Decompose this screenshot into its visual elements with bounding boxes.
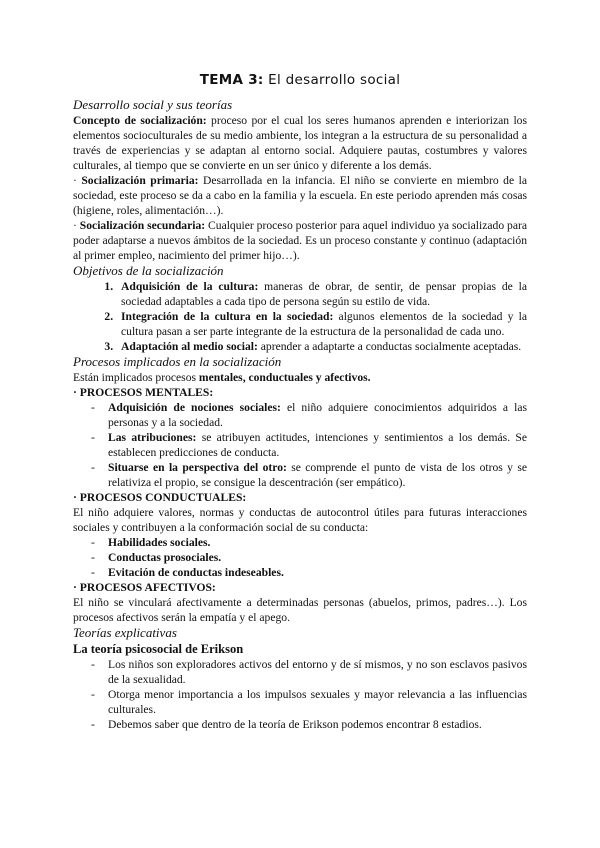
section-heading-objetivos: Objetivos de la socialización <box>73 263 224 278</box>
mental-text: el niño adquiere conocimientos adquiridos a las personas y a la sociedad. <box>108 401 527 429</box>
list-item: - Debemos saber que dentro de la teoría de Erikson podemos encontrar 8 estadios. <box>91 717 527 732</box>
secundaria-text: Cualquier proceso posterior para aquel individuo ya socializado para poder adaptarse a nuevos ámbitos de la sociedad. Es un proceso constante y continuo (adaptación al primer empleo, nacimiento del primer hijo…). <box>73 219 527 262</box>
section-heading-procesos: Procesos implicados en la socialización <box>73 354 282 369</box>
procesos-intro-text: Están implicados procesos <box>73 371 199 384</box>
list-item <box>91 460 527 490</box>
list-item <box>91 400 527 430</box>
list-item <box>91 535 527 550</box>
procesos-conductuales-list <box>73 535 527 580</box>
conductuales-paragraph: El niño adquiere valores, normas y conductas de autocontrol útiles para futuras interacciones sociales y contribuyen a la conformación social de su conducta: <box>73 506 527 534</box>
erikson-list <box>73 657 527 732</box>
secundaria-prefix: · <box>73 219 80 232</box>
primaria-term: Socialización primaria: <box>81 174 199 187</box>
list-item: - Otorga menor importancia a los impulsos sexuales y mayor relevancia a las influencias culturales. <box>91 687 527 717</box>
title-rest: El desarrollo social <box>263 72 401 88</box>
mental-term: Las atribuciones: <box>108 431 197 444</box>
list-item <box>116 339 527 354</box>
afectivos-paragraph: El niño se vinculará afectivamente a determinadas personas (abuelos, primos, padres…). Los procesos afectivos serán la empatía y el apego. <box>73 596 527 624</box>
objetivos-list <box>73 279 527 354</box>
mental-term: Adquisición de nociones sociales: <box>108 401 281 414</box>
objetivo-text: algunos elementos de la sociedad y la cultura pasan a ser parte integrante de la estructura de la personalidad de cada uno. <box>121 310 527 338</box>
objetivo-term: Adaptación al medio social: <box>121 340 258 353</box>
procesos-mentales-list <box>73 400 527 490</box>
secundaria-term: Socialización secundaria: <box>79 219 206 232</box>
mental-text: se comprende el punto de vista de los otros y se relativiza el propio, se consigue la descentración (ser empático). <box>108 461 527 489</box>
title-lead: TEMA 3: <box>199 72 264 88</box>
procesos-afectivos-heading: · PROCESOS AFECTIVOS: <box>73 581 216 594</box>
objetivo-text: aprender a adaptarte a conductas socialmente aceptadas. <box>257 340 522 353</box>
list-item <box>91 550 527 565</box>
primaria-text: Desarrollada en la infancia. El niño se convierte en miembro de la sociedad, este proceso se da a cabo en la familia y la escuela. En este periodo aprenden más cosas (higiene, roles, alimentación…). <box>73 174 527 217</box>
list-item: - Los niños son exploradores activos del entorno y de sí mismos, y no son esclavos pasivos de la sexualidad. <box>91 657 527 687</box>
procesos-conductuales-heading: · PROCESOS CONDUCTUALES: <box>73 491 247 504</box>
conductual-item: Conductas prosociales. <box>108 551 222 564</box>
mental-text: se atribuyen actitudes, intenciones y sentimientos a los demás. Se establecen predicciones de conducta. <box>108 431 527 459</box>
objetivo-term: Adquisición de la cultura: <box>121 280 259 293</box>
objetivo-term: Integración de la cultura en la sociedad: <box>121 310 334 323</box>
document-title <box>73 72 527 89</box>
procesos-mentales-heading: · PROCESOS MENTALES: <box>73 386 214 399</box>
procesos-intro-bold: mentales, conductuales y afectivos. <box>198 371 371 384</box>
list-item <box>116 309 527 339</box>
list-item <box>91 565 527 580</box>
section-heading-teorias: Teorías explicativas <box>73 625 177 640</box>
concepto-paragraph <box>73 113 527 173</box>
primaria-prefix: · <box>73 174 82 187</box>
procesos-intro <box>73 370 527 385</box>
concepto-term: Concepto de socialización: <box>73 114 207 127</box>
conductual-item: Evitación de conductas indeseables. <box>108 566 284 579</box>
section-heading-desarrollo: Desarrollo social y sus teorías <box>73 97 233 112</box>
mental-term: Situarse en la perspectiva del otro: <box>108 461 287 474</box>
concepto-text: proceso por el cual los seres humanos aprenden e interiorizan los elementos socioculturales de su medio ambiente, los integran a la estructura de su personalidad a través de experiencias y se adaptan al entorno social. Adquiere pautas, costumbres y valores culturales, al tiempo que se convierte en un ser único y diferente a los demás. <box>73 114 527 172</box>
objetivo-text: maneras de obrar, de sentir, de pensar propias de la sociedad adaptables a cada tipo de persona según su estilo de vida. <box>121 280 527 308</box>
primaria-paragraph <box>73 173 527 218</box>
conductual-item: Habilidades sociales. <box>108 536 211 549</box>
secundaria-paragraph <box>73 218 527 263</box>
list-item <box>116 279 527 309</box>
erikson-heading: La teoría psicosocial de Erikson <box>73 642 244 656</box>
list-item <box>91 430 527 460</box>
